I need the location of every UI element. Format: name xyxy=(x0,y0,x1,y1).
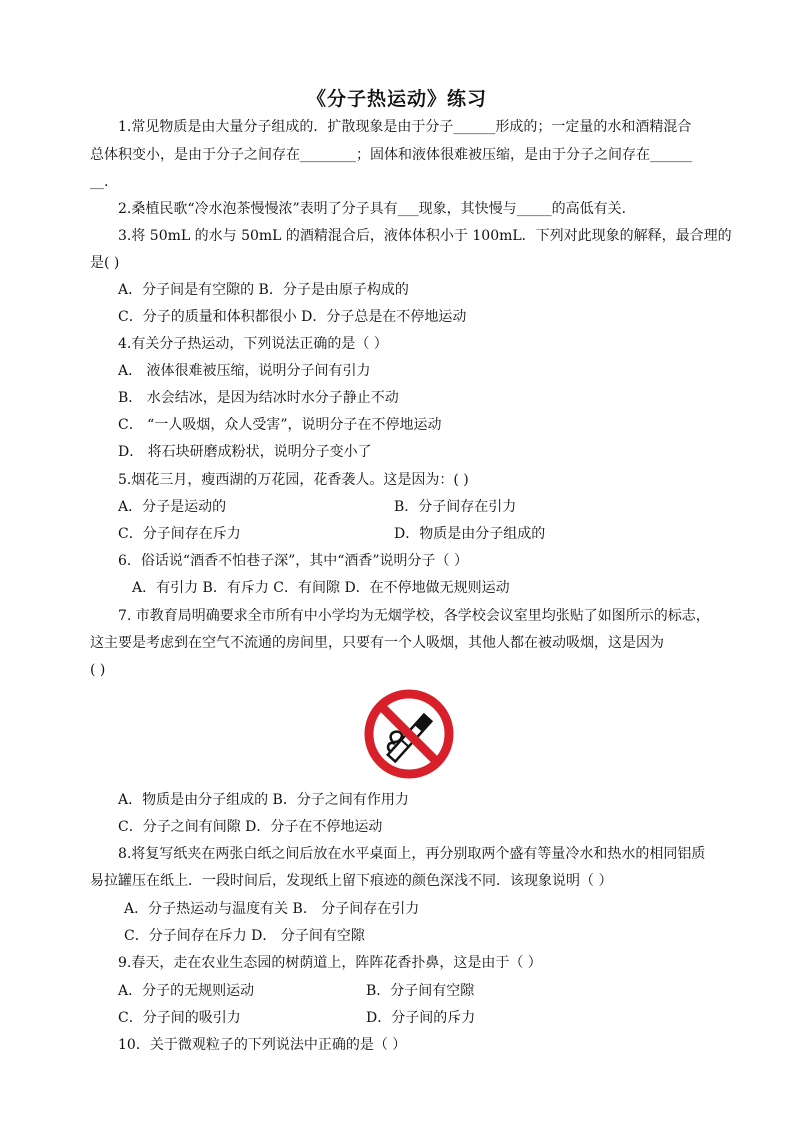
q8-options-ab: A．分子热运动与温度有关 B． 分子间存在引力 xyxy=(124,901,420,917)
q6-text: 6．俗话说“酒香不怕巷子深”，其中“酒香”说明分子（ ） xyxy=(118,553,468,569)
q7-line3: ( ) xyxy=(90,662,106,678)
no-smoking-sign-image xyxy=(361,686,457,782)
q4-option-d: D． 将石块研磨成粉状，说明分子变小了 xyxy=(118,444,372,460)
page-title: 《分子热运动》练习 xyxy=(306,88,487,110)
q5-option-c: C．分子间存在斥力 xyxy=(118,526,241,542)
q7-options-ab: A．物质是由分子组成的 B．分子之间有作用力 xyxy=(118,792,409,808)
q7-options-cd: C．分子之间有间隙 D．分子在不停地运动 xyxy=(118,819,383,835)
q9-option-c: C．分子间的吸引力 xyxy=(118,1010,241,1026)
q4-option-c: C． “一人吸烟，众人受害”，说明分子在不停地运动 xyxy=(118,417,442,433)
q9-option-a: A．分子的无规则运动 xyxy=(118,983,255,999)
q2-text: 2.桑植民歌“冷水泡茶慢慢浓”表明了分子具有___现象，其快慢与_____的高低有关． xyxy=(118,201,636,217)
q5-option-a: A．分子是运动的 xyxy=(118,499,227,515)
q5-text: 5.烟花三月，瘦西湖的万花园，花香袭人。这是因为：( ) xyxy=(118,472,469,488)
q5-option-d: D．物质是由分子组成的 xyxy=(394,526,546,542)
q6-options: A．有引力 B．有斥力 C．有间隙 D．在不停地做无规则运动 xyxy=(132,580,510,596)
q1-line3: __. xyxy=(90,174,109,190)
q4-option-a: A． 液体很难被压缩，说明分子间有引力 xyxy=(118,363,371,379)
q8-options-cd: C．分子间存在斥力 D． 分子间有空隙 xyxy=(124,928,365,944)
q3-line2: 是( ) xyxy=(90,255,120,271)
q1-line2: 总体积变小，是由于分子之间存在________；固体和液体很难被压缩，是由于分子之间存在______ xyxy=(90,147,692,163)
q10-text: 10．关于微观粒子的下列说法中正确的是（ ） xyxy=(118,1037,407,1053)
q8-line1: 8.将复写纸夹在两张白纸之间后放在水平桌面上，再分别取两个盛有等量冷水和热水的相同铝质 xyxy=(118,846,706,862)
q5-option-b: B．分子间存在引力 xyxy=(394,499,517,515)
q4-option-b: B． 水会结冰，是因为结冰时水分子静止不动 xyxy=(118,390,399,406)
q8-line2: 易拉罐压在纸上．一段时间后，发现纸上留下痕迹的颜色深浅不同．该现象说明（ ） xyxy=(90,873,613,889)
q9-text: 9.春天，走在农业生态园的树荫道上，阵阵花香扑鼻，这是由于（ ） xyxy=(118,955,542,971)
q9-option-b: B．分子间有空隙 xyxy=(366,983,475,999)
q7-line2: 这主要是考虑到在空气不流通的房间里，只要有一个人吸烟，其他人都在被动吸烟，这是因为 xyxy=(90,635,664,651)
q4-text: 4.有关分子热运动，下列说法正确的是（ ） xyxy=(118,336,388,352)
q1-line1: 1.常见物质是由大量分子组成的．扩散现象是由于分子______形成的；一定量的水和酒精混合 xyxy=(118,119,692,135)
q3-options-cd: C．分子的质量和体积都很小 D．分子总是在不停地运动 xyxy=(118,309,467,325)
q3-options-ab: A．分子间是有空隙的 B．分子是由原子构成的 xyxy=(118,282,409,298)
q9-option-d: D．分子间的斥力 xyxy=(366,1010,476,1026)
q7-line1: 7. 市教育局明确要求全市所有中小学均为无烟学校，各学校会议室里均张贴了如图所示的标志， xyxy=(118,608,710,624)
q3-line1: 3.将 50mL 的水与 50mL 的酒精混合后，液体体积小于 100mL．下列对此现象的解释，最合理的 xyxy=(118,228,732,244)
